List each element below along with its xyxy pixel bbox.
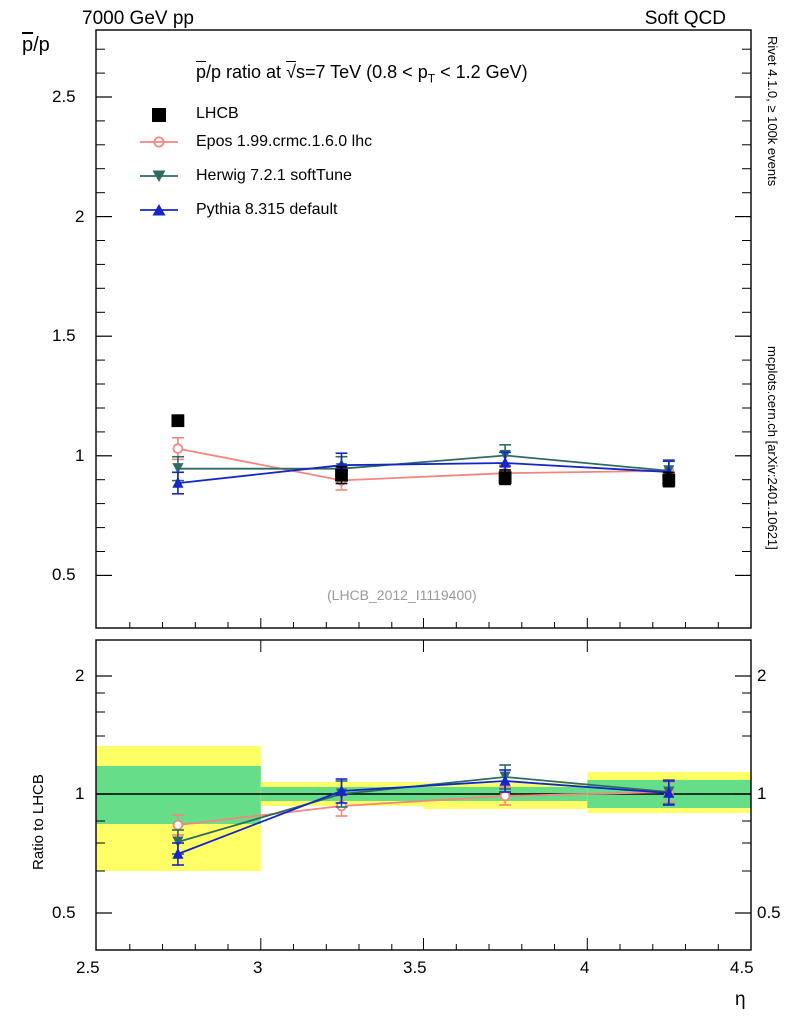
header-right: Soft QCD — [644, 8, 726, 29]
header-left: 7000 GeV pp — [82, 8, 194, 29]
xtick-2: 3.5 — [403, 958, 427, 977]
ratio-ytick-right-1: 1 — [757, 784, 767, 803]
title-rest3: < 1.2 GeV) — [435, 62, 528, 82]
rivet-version-text: Rivet 4.1.0, ≥ 100k events — [765, 36, 780, 187]
main-title: $\overline{p}/p$ ratio at √s=7 TeV ($0.8 < p_T < 1.2$ GeV) — [196, 62, 528, 86]
legend-label-pythia[interactable]: Pythia 8.315 default — [196, 201, 338, 218]
main-ytick-1: 1 — [75, 446, 85, 465]
xtick-0: 2.5 — [76, 958, 100, 977]
main-ytick-2: 1.5 — [52, 326, 76, 345]
legend-markers — [140, 108, 178, 216]
ratio-ytick-left-0: 0.5 — [52, 903, 76, 922]
legend-label-epos[interactable]: Epos 1.99.crmc.1.6.0 lhc — [196, 133, 373, 150]
title-sub: T — [427, 71, 436, 86]
ratio-ytick-right-0: 0.5 — [757, 903, 781, 922]
title-rest1: /p ratio at — [206, 62, 287, 82]
legend-label-lhcb[interactable]: LHCB — [196, 105, 239, 122]
main-ytick-0: 0.5 — [52, 565, 76, 584]
title-pbar: $\overline{p}$ — [196, 62, 207, 82]
xtick-3: 4 — [580, 958, 590, 977]
title-rest2: =7 TeV (0.8 < p — [304, 62, 428, 82]
ratio-ytick-left-2: 2 — [75, 666, 85, 685]
ratio-ytick-left-1: 1 — [75, 784, 85, 803]
series-pythia — [172, 452, 675, 494]
main-ytick-4: 2.5 — [52, 87, 76, 106]
arxiv-reference-text: mcplots.cern.ch [arXiv:2401.10621] — [765, 346, 780, 550]
ratio-uncertainty-bands — [96, 746, 751, 871]
ratio-ylabel: Ratio to LHCB — [30, 774, 47, 870]
main-ytick-3: 2 — [75, 207, 85, 226]
ratio-ytick-right-2: 2 — [757, 666, 767, 685]
xaxis-label: η — [735, 989, 746, 1010]
main-ylabel: $\overline{p}/p$ — [22, 34, 50, 56]
legend-label-herwig[interactable]: Herwig 7.2.1 softTune — [196, 167, 352, 184]
xtick-4: 4.5 — [730, 958, 754, 977]
xtick-1: 3 — [253, 958, 263, 977]
analysis-id-watermark: (LHCB_2012_I1119400) — [327, 587, 477, 603]
